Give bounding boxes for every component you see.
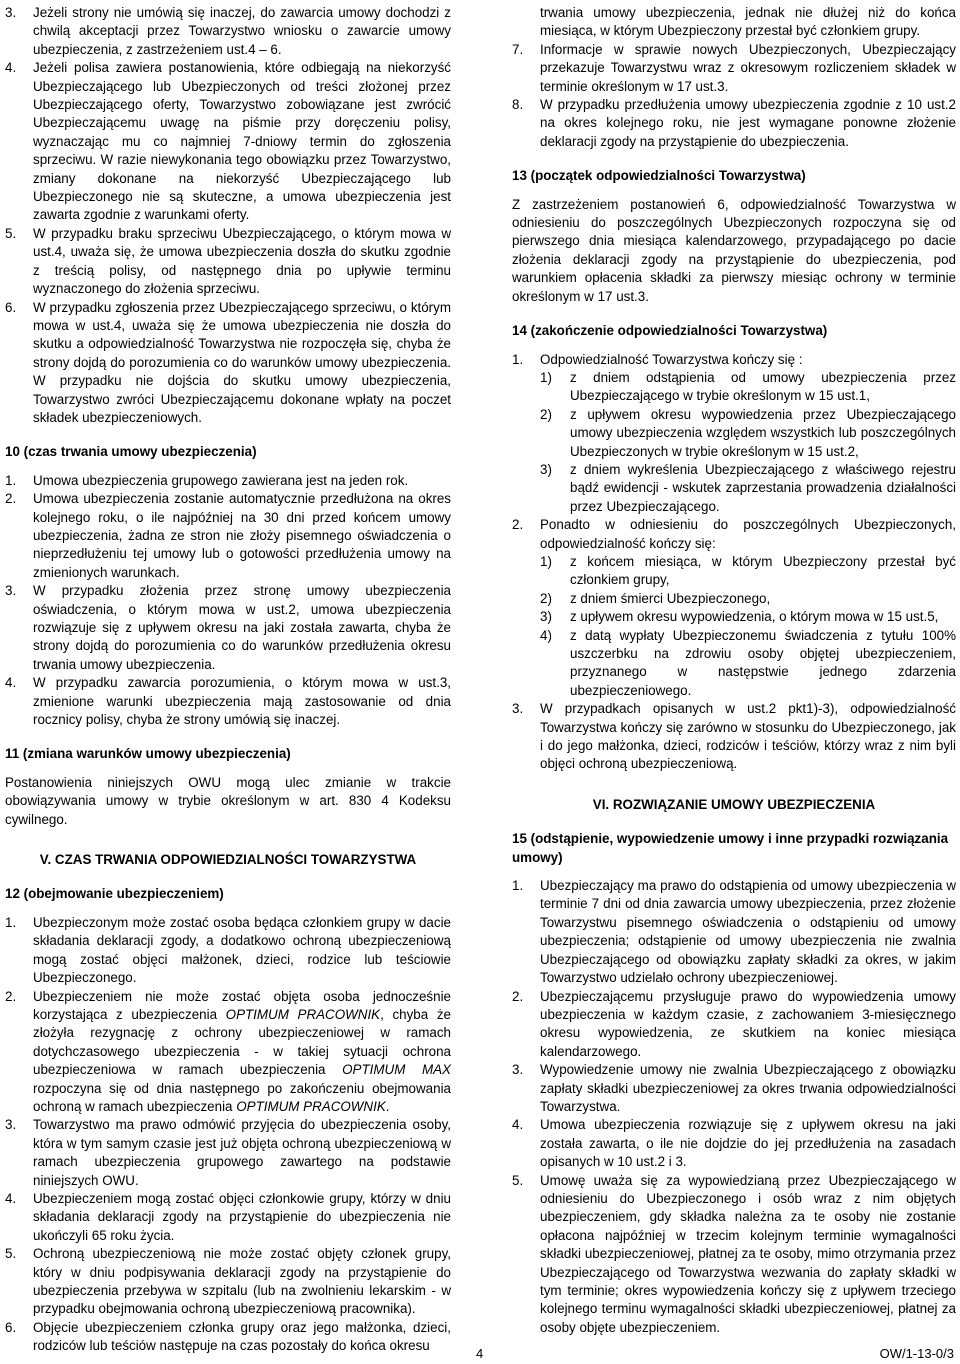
left-column xyxy=(5,4,451,1356)
list-item: 2. Ponadto w odniesieniu do poszczególnych Ubezpieczonych, odpowiedzialność kończy się: xyxy=(512,516,956,553)
continued-text: trwania umowy ubezpieczenia, jednak nie dłużej niż do końca miesiąca, w którym Ubezpieczony przestał być członkiem grupy. xyxy=(540,5,956,39)
item-text: W przypadku braku sprzeciwu Ubezpieczającego, o którym mowa w ust.4, uważa się, że umowa ubezpieczenia doszła do skutku zgodnie z treścią polisy, od następnego dnia po upływie terminu wyznaczonego do złożenia sprzeciwu. xyxy=(33,225,451,297)
list-item: 1. Umowa ubezpieczenia grupowego zawierana jest na jeden rok. xyxy=(5,472,451,490)
section-14-heading: 14 (zakończenie odpowiedzialności Towarzystwa) xyxy=(512,323,828,339)
list-item: 4. Umowa ubezpieczenia rozwiązuje się z upływem okresu na jaki została zawarta, o ile nie dojdzie do jej przedłużenia na zasadach opisanych w 10 ust.2 i 3. xyxy=(512,1116,956,1171)
list-item: 8. W przypadku przedłużenia umowy ubezpieczenia zgodnie z 10 ust.2 na okres kolejnego roku, nie jest wymagane ponowne złożenie deklaracji zgody na przystąpienie do ubezpieczenia. xyxy=(512,96,956,151)
item-text: Jeżeli strony nie umówią się inaczej, do zawarcia umowy dochodzi z chwilą akceptacji przez Towarzystwo wniosku o zawarcie umowy ubezpieczenia, z zastrzeżeniem ust.4 – 6. xyxy=(33,5,451,57)
item-text: Umowa ubezpieczenia grupowego zawierana jest na jeden rok. xyxy=(33,472,409,488)
item-text: W przypadku złożenia przez stronę umowy ubezpieczenia oświadczenia, o którym mowa w ust.2, umowa ubezpieczenia rozwiązuje się z upływem okresu na jaki została zawarta, chyba że strony dojdą do porozumienia co do warunków przedłużenia okresu trwania umowy ubezpieczenia. xyxy=(33,583,451,672)
list-item: 3. Towarzystwo ma prawo odmówić przyjęcia do ubezpieczenia osoby, która w tym samym czasie jest już objęta ochroną ubezpieczeniową w ramach ubezpieczenia grupowego zawartego na podstawie niniejszych OWU. xyxy=(5,1116,451,1190)
list-item: 2. Umowa ubezpieczenia zostanie automatycznie przedłużona na okres kolejnego roku, o ile najpóźniej na 30 dni przed końcem umowy ubezpieczenia, żadna ze stron nie złoży pisemnego oświadczenia o nieprzedłużeniu tej umowy lub o gotowości przedłużenia umowy na zmienionych warunkach. xyxy=(5,490,451,582)
section-10-list xyxy=(5,472,451,730)
sub-list-item: 2) z dniem śmierci Ubezpieczonego, xyxy=(540,590,771,606)
section-15-heading: 15 (odstąpienie, wypowiedzenie umowy i inne przypadki rozwiązania umowy) xyxy=(512,831,949,865)
item-text: Odpowiedzialność Towarzystwa kończy się : xyxy=(540,351,803,367)
list-item: 4. Ubezpieczeniem mogą zostać objęci członkowie grupy, którzy w dniu składania deklaracji zgody na przystąpienie do ubezpieczenia nie ukończyli 65 roku życia. xyxy=(5,1190,451,1245)
item-text: Ubezpieczającemu przysługuje prawo do wypowiedzenia umowy ubezpieczenia w każdym czasie, z zachowaniem 3-miesięcznego okresu wypowiedzenia, ze skutkiem na koniec miesiąca kalendarzowego. xyxy=(540,988,956,1059)
list-item: 3. W przypadku złożenia przez stronę umowy ubezpieczenia oświadczenia, o którym mowa w ust.2, umowa ubezpieczenia rozwiązuje się z upływem okresu na jaki została zawarta, chyba że strony dojdą do porozumienia co do warunków przedłużenia okresu trwania umowy ubezpieczenia. xyxy=(5,582,451,674)
product-name: OPTIMUM PRACOWNIK xyxy=(236,1098,386,1114)
document-code: OW/1-13-0/3 xyxy=(879,1346,954,1361)
list-item: 3. Wypowiedzenie umowy nie zwalnia Ubezpieczającego z obowiązku zapłaty składki ubezpieczeniowej za okres trwania odpowiedzialności Towarzystwa. xyxy=(512,1061,956,1116)
section-13-text: Z zastrzeżeniem postanowień 6, odpowiedzialność Towarzystwa w odniesieniu do poszczególnych Ubezpieczonych rozpoczyna się od pierwszego dnia miesiąca kalendarzowego, przypadającego po dacie złożenia deklaracji zgody na przystąpienie do ubezpieczenia, pod warunkiem opłacenia składki za pierwszy miesiąc ochrony w terminie określonym w 17 ust.3. xyxy=(512,196,956,304)
item-text: Umowa ubezpieczenia rozwiązuje się z upływem okresu na jaki została zawarta, o ile nie dojdzie do jej przedłużenia na zasadach opisanych w 10 ust.2 i 3. xyxy=(540,1117,956,1170)
section-12-continued-list xyxy=(512,41,956,151)
sub-list-item: 1) z dniem odstąpienia od umowy ubezpieczenia przez Ubezpieczającego w trybie określonym w 15 ust.1, xyxy=(540,369,956,404)
item-text: W przypadku zgłoszenia przez Ubezpieczającego sprzeciwu, o którym mowa w ust.4, uważa się że umowa ubezpieczenia nie doszła do skutku a odpowiedzialność Towarzystwa nie rozpoczęła się, chyba że strony dojdą do porozumienia co do warunków umowy ubezpieczenia. W przypadku nie dojścia do skutku umowy ubezpieczenia, Towarzystwo zwróci Ubezpieczającemu dokonane wpłaty na poczet składek ubezpieczeniowych. xyxy=(33,299,451,425)
right-column xyxy=(512,4,956,1337)
list-item: 1. Odpowiedzialność Towarzystwa kończy się : xyxy=(512,351,956,369)
list-item: 7. Informacje w sprawie nowych Ubezpieczonych, Ubezpieczający przekazuje Towarzystwu wraz z okresowym rozliczeniem składek w terminie określonym w 17 ust.3. xyxy=(512,41,956,96)
item-text: Ponadto w odniesieniu do poszczególnych Ubezpieczonych, odpowiedzialność kończy się: xyxy=(540,517,956,551)
item-text: Towarzystwo ma prawo odmówić przyjęcia do ubezpieczenia osoby, która w tym samym czasie jest już objęta ochroną ubezpieczeniową w ramach ubezpieczenia grupowego zawartego na podstawie niniejszych OWU. xyxy=(33,1117,451,1188)
list-item: 5. Ochroną ubezpieczeniową nie może zostać objęty członek grupy, który w dniu podpisywania deklaracji zgody na przystąpienie do ubezpieczenia przebywa w szpitalu (lub na zwolnieniu lekarskim - w przypadku obejmowania ochroną ubezpieczeniową pracownika). xyxy=(5,1245,451,1319)
list-item: 1. Ubezpieczonym może zostać osoba będąca członkiem grupy w dacie składania deklaracji zgody, a dodatkowo ochroną ubezpieczeniową mogą zostać objęci małżonek, dzieci, rodzice lub teściowie Ubezpieczonego. xyxy=(5,914,451,988)
list-item: 5. W przypadku braku sprzeciwu Ubezpieczającego, o którym mowa w ust.4, uważa się, że umowa ubezpieczenia doszła do skutku zgodnie z treścią polisy, od następnego dnia po upływie terminu wyznaczonego do złożenia sprzeciwu. xyxy=(5,225,451,299)
list-item: 4. Jeżeli polisa zawiera postanowienia, które odbiegają na niekorzyść Ubezpieczającego lub Ubezpieczonych od treści złożonej przez Ubezpieczającego oferty, Towarzystwo zobowiązane jest zwrócić Ubezpieczającemu uwagę na piśmie przy doręczeniu polisy, wyznaczając mu co najmniej 7-dniowy termin do zgłoszenia sprzeciwu. W razie niewykonania tego obowiązku przez Towarzystwo, zmiany dokonane na niekorzyść Ubezpieczającego lub Ubezpieczonego nie są skuteczne, a umowa ubezpieczenia jest zawarta zgodnie z warunkami oferty. xyxy=(5,59,451,225)
item-text: Ubezpieczający ma prawo do odstąpienia od umowy ubezpieczenia w terminie 7 dni od dnia zawarcia umowy ubezpieczenia, przez złożenie Towarzystwu pisemnego oświadczenia o odstąpieniu od umowy ubezpieczenia; odstąpienie od umowy ubezpieczenia nie zwalnia Ubezpieczającego od obowiązku zapłaty składki za okres, w jakim Towarzystwo udzielało ochrony ubezpieczeniowej. xyxy=(540,878,956,986)
section-10-heading: 10 (czas trwania umowy ubezpieczenia) xyxy=(5,444,257,460)
chapter-6-title: VI. ROZWIĄZANIE UMOWY UBEZPIECZENIA xyxy=(592,796,876,812)
section-14-sublist-1 xyxy=(512,369,956,516)
item-text: Wypowiedzenie umowy nie zwalnia Ubezpieczającego z obowiązku zapłaty składki ubezpieczeniowej za okres trwania odpowiedzialności Towarzystwa. xyxy=(540,1062,956,1114)
list-item: 3. W przypadkach opisanych w ust.2 pkt1)-3), odpowiedzialność Towarzystwa kończy się zarówno w stosunku do Ubezpieczonego, jak i do jego małżonka, dzieci, rodziców i teściów, którzy wraz z nim byli objęci ochroną ubezpieczeniową. xyxy=(512,700,956,774)
sub-list-item: 3) z upływem okresu wypowiedzenia, o którym mowa w 15 ust.5, xyxy=(540,609,939,625)
sub-list-item: 2) z upływem okresu wypowiedzenia przez Ubezpieczającego umowy ubezpieczenia względem wszystkich lub poszczególnych Ubezpieczonych w trybie określonym w 15 ust.2, xyxy=(540,406,956,459)
item-text: Ochroną ubezpieczeniową nie może zostać objęty członek grupy, który w dniu podpisywania deklaracji zgody na przystąpienie do ubezpieczenia przebywa w szpitalu (lub na zwolnieniu lekarskim - w przypadku obejmowania ochroną ubezpieczeniową pracownika). xyxy=(33,1246,451,1317)
intro-list xyxy=(5,4,451,427)
item-text: Umowa ubezpieczenia zostanie automatycznie przedłużona na okres kolejnego roku, o ile najpóźniej na 30 dni przed końcem umowy ubezpieczenia, żadna ze stron nie złoży pisemnego oświadczenia o nieprzedłużeniu tej umowy lub o gotowości przedłużenia umowy na zmienionych warunkach. xyxy=(33,491,451,580)
list-item: 5. Umowę uważa się za wypowiedzianą przez Ubezpieczającego w odniesieniu do Ubezpieczonego i osób wraz z nim objętych ubezpieczeniem, gdy składka należna za te osoby nie zostanie opłacona najpóźniej w trzecim kolejnym terminie wymagalności składki ubezpieczeniowej, płatnej za te osoby, mimo otrzymania przez Ubezpieczającego od Towarzystwa wezwania do zapłaty składki w tym terminie; okres wypowiedzenia kończy się z upływem trzeciego kolejnego terminu wymagalności składki ubezpieczeniowej, płatnej za osoby objęte ubezpieczeniem. xyxy=(512,1172,956,1338)
list-item: 1. Ubezpieczający ma prawo do odstąpienia od umowy ubezpieczenia w terminie 7 dni od dnia zawarcia umowy ubezpieczenia, przez złożenie Towarzystwu pisemnego oświadczenia o odstąpieniu od umowy ubezpieczenia; odstąpienie od umowy ubezpieczenia nie zwalnia Ubezpieczającego od obowiązku zapłaty składki za okres, w jakim Towarzystwo udzielało ochrony ubezpieczeniowej. xyxy=(512,877,956,987)
chapter-5-title: V. CZAS TRWANIA ODPOWIEDZIALNOŚCI TOWARZYSTWA xyxy=(39,852,417,868)
list-item: 2. Ubezpieczeniem nie może zostać objęta osoba jednocześnie korzystająca z ubezpieczenia OPTIMUM PRACOWNIK, chyba że złożyła rezygnację z ochrony ubezpieczeniowej w ramach dotychczasowego ubezpieczenia - w takiej sytuacji ochrona ubezpieczeniowa w ramach ubezpieczenia OPTIMUM MAX rozpoczyna się od dnia następnego po zakończeniu obejmowania ochroną w ramach ubezpieczenia OPTIMUM PRACOWNIK. xyxy=(5,988,451,1117)
list-item: 3. Jeżeli strony nie umówią się inaczej, do zawarcia umowy dochodzi z chwilą akceptacji przez Towarzystwo wniosku o zawarcie umowy ubezpieczenia, z zastrzeżeniem ust.4 – 6. xyxy=(5,4,451,59)
section-15-list xyxy=(512,877,956,1337)
item-text: Jeżeli polisa zawiera postanowienia, które odbiegają na niekorzyść Ubezpieczającego lub Ubezpieczonych od treści złożonej przez Ubezpieczającego oferty, Towarzystwo zobowiązane jest zwrócić Ubezpieczającemu uwagę na piśmie przy doręczeniu polisy, wyznaczając mu co najmniej 7-dniowy termin do zgłoszenia sprzeciwu. W razie niewykonania tego obowiązku przez Towarzystwo, zmiany dokonane na niekorzyść Ubezpieczającego lub Ubezpieczonego nie są skuteczne, a umowa ubezpieczenia jest zawarta zgodnie z warunkami oferty. xyxy=(33,60,451,223)
item-text: Ubezpieczeniem nie może zostać objęta osoba jednocześnie korzystająca z ubezpieczenia OPTIMUM PRACOWNIK, chyba że złożyła rezygnację z ochrony ubezpieczeniowej w ramach dotychczasowego ubezpieczenia - w takiej sytuacji ochrona ubezpieczeniowa w ramach ubezpieczenia OPTIMUM MAX rozpoczyna się od dnia następnego po zakończeniu obejmowania ochroną w ramach ubezpieczenia OPTIMUM PRACOWNIK. xyxy=(33,988,451,1114)
section-11-heading: 11 (zmiana warunków umowy ubezpieczenia) xyxy=(5,746,291,762)
sub-list-item: 4) z datą wypłaty Ubezpieczonemu świadczenia z tytułu 100% uszczerbku na zdrowiu osoby objętej ubezpieczeniem, przyznanego w następstwie jednego zdarzenia ubezpieczeniowego. xyxy=(540,627,956,698)
item-text: Umowę uważa się za wypowiedzianą przez Ubezpieczającego w odniesieniu do Ubezpieczonego i osób wraz z nim objętych ubezpieczeniem, gdy składka należna za te osoby nie zostanie opłacona najpóźniej w trzecim kolejnym terminie wymagalności składki ubezpieczeniowej, płatnej za te osoby, mimo otrzymania przez Ubezpieczającego od Towarzystwa wezwania do zapłaty składki w tym terminie; okres wypowiedzenia kończy się z upływem trzeciego kolejnego terminu wymagalności składki ubezpieczeniowej, płatnej za osoby objęte ubezpieczeniem. xyxy=(540,1172,956,1335)
item-text: Objęcie ubezpieczeniem członka grupy oraz jego małżonka, dzieci, rodziców lub teściów następuje na czas pozostały do końca okresu xyxy=(33,1319,451,1354)
list-item: 2. Ubezpieczającemu przysługuje prawo do wypowiedzenia umowy ubezpieczenia w każdym czasie, z zachowaniem 3-miesięcznego okresu wypowiedzenia, ze skutkiem na koniec miesiąca kalendarzowego. xyxy=(512,988,956,1062)
item-text: W przypadkach opisanych w ust.2 pkt1)-3), odpowiedzialność Towarzystwa kończy się zarówno w stosunku do Ubezpieczonego, jak i do jego małżonka, dzieci, rodziców i teściów, którzy wraz z nim byli objęci ochroną ubezpieczeniową. xyxy=(540,701,956,772)
section-14-list xyxy=(512,351,956,369)
item-text: W przypadku przedłużenia umowy ubezpieczenia zgodnie z 10 ust.2 na okres kolejnego roku, nie jest wymagane ponowne złożenie deklaracji zgody na przystąpienie do ubezpieczenia. xyxy=(540,97,956,149)
list-item: 6. Objęcie ubezpieczeniem członka grupy oraz jego małżonka, dzieci, rodziców lub teściów następuje na czas pozostały do końca okresu xyxy=(5,1319,451,1356)
item-text: Informacje w sprawie nowych Ubezpieczonych, Ubezpieczający przekazuje Towarzystwu wraz z okresowym rozliczeniem składek w terminie określonym w 17 ust.3. xyxy=(540,41,956,94)
section-11-text: Postanowienia niniejszych OWU mogą ulec zmianie w trakcie obowiązywania umowy w trybie określonym w art. 830 4 Kodeksu cywilnego. xyxy=(5,774,451,827)
sub-list-item: 3) z dniem wykreślenia Ubezpieczającego z właściwego rejestru bądź ewidencji - wskutek zaprzestania prowadzenia działalności przez Ubezpieczającego. xyxy=(540,461,956,514)
list-item: 6. W przypadku zgłoszenia przez Ubezpieczającego sprzeciwu, o którym mowa w ust.4, uważa się że umowa ubezpieczenia nie doszła do skutku a odpowiedzialność Towarzystwa nie rozpoczęła się, chyba że strony dojdą do porozumienia co do warunków umowy ubezpieczenia. W przypadku nie dojścia do skutku umowy ubezpieczenia, Towarzystwo zwróci Ubezpieczającemu dokonane wpłaty na poczet składek ubezpieczeniowych. xyxy=(5,299,451,428)
page-number: 4 xyxy=(476,1346,484,1361)
item-text: Ubezpieczonym może zostać osoba będąca członkiem grupy w dacie składania deklaracji zgody, a dodatkowo ochroną ubezpieczeniową mogą zostać objęci małżonek, dzieci, rodzice lub teściowie Ubezpieczonego. xyxy=(33,914,451,986)
item-text: Ubezpieczeniem mogą zostać objęci członkowie grupy, którzy w dniu składania deklaracji zgody na przystąpienie do ubezpieczenia nie ukończyli 65 roku życia. xyxy=(33,1190,451,1243)
section-14-sublist-2 xyxy=(512,553,956,700)
section-12-heading: 12 (obejmowanie ubezpieczeniem) xyxy=(5,886,224,902)
list-item: 4. W przypadku zawarcia porozumienia, o którym mowa w ust.3, zmienione warunki ubezpieczenia mają zastosowanie od dnia rocznicy polisy, chyba że strony umówią się inaczej. xyxy=(5,674,451,729)
item-text: W przypadku zawarcia porozumienia, o którym mowa w ust.3, zmienione warunki ubezpieczenia mają zastosowanie od dnia rocznicy polisy, chyba że strony umówią się inaczej. xyxy=(33,675,451,728)
section-13-heading: 13 (początek odpowiedzialności Towarzystwa) xyxy=(512,168,806,184)
sub-list-item: 1) z końcem miesiąca, w którym Ubezpieczony przestał być członkiem grupy, xyxy=(540,553,956,588)
section-12-list xyxy=(5,914,451,1356)
product-name: OPTIMUM MAX xyxy=(342,1062,451,1078)
product-name: OPTIMUM PRACOWNIK xyxy=(225,1006,381,1022)
